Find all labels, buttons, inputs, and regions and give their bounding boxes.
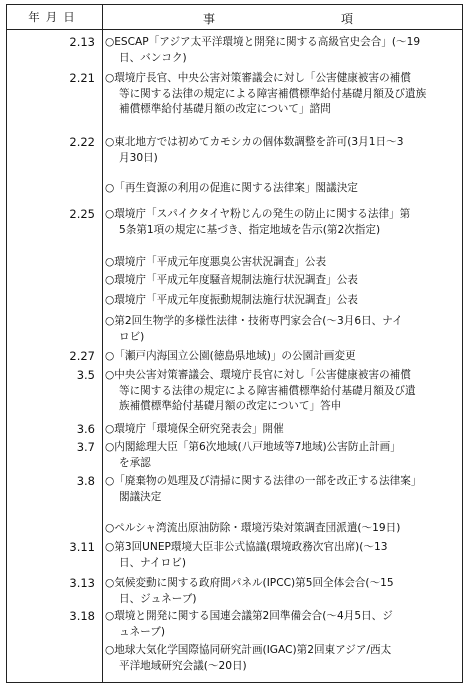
row-entry: [105, 71, 457, 118]
row-date: 3.8: [76, 474, 95, 488]
entry-line: ○環境と開発に関する国連会議第2回準備会合(～4月5日、ジ: [105, 610, 393, 622]
row-entry: [105, 207, 457, 238]
row-date: 2.21: [69, 71, 95, 85]
row-entry: [105, 576, 457, 607]
entry-line: ○ESCAP「アジア太平洋環境と開発に関する高級官史会合」(～19: [105, 36, 421, 48]
row-date: 2.13: [69, 35, 95, 49]
entry-line: ○東北地方では初めてカモシカの個体数調整を許可(3月1日～3: [105, 136, 404, 148]
row-date: 2.22: [69, 135, 95, 149]
table-header: [7, 5, 462, 30]
entry-line: ュネーブ): [119, 625, 165, 638]
chronology-table: [6, 4, 463, 683]
column-divider: [102, 29, 103, 682]
row-entry: [105, 440, 457, 471]
row-date: 3.5: [76, 368, 95, 382]
row-entry: [105, 349, 457, 365]
row-date: 2.25: [69, 207, 95, 221]
entry-line: 補償標準給付基礎月額の改定について」諮問: [119, 103, 331, 115]
entry-line: ○「瀬戸内海国立公園(徳島県地域)」の公園計画変更: [105, 350, 356, 362]
entry-line: ○環境庁「平成元年度振動規制法施行状況調査」公表: [105, 294, 358, 306]
row-entry: [105, 368, 457, 415]
row-date: 3.13: [69, 576, 95, 590]
entry-line: 閣議決定: [119, 490, 162, 503]
row-date: 2.27: [69, 349, 95, 363]
entry-line: ロビ): [119, 330, 145, 343]
row-date: 3.7: [76, 440, 95, 454]
entry-line: ○環境庁「環境保全研究発表会」開催: [105, 423, 284, 435]
row-entry: [105, 521, 457, 537]
header-item-char-2: 項: [341, 12, 354, 26]
entry-line: ○内閣総理大臣「第6次地域(八戸地域等7地域)公害防止計画」: [105, 441, 401, 453]
row-date: 3.18: [69, 609, 95, 623]
header-item-char-1: 事: [203, 12, 216, 26]
entry-line: ○環境庁長官、中央公害対策審議会に対し「公害健康被害の補償: [105, 72, 411, 84]
row-date: 3.6: [76, 422, 95, 436]
entry-line: 5条第1項の規定に基づき、指定地域を告示(第2次指定): [119, 223, 381, 236]
entry-line: 日、ナイロビ): [119, 556, 186, 569]
row-entry: [105, 540, 457, 571]
entry-line: ○第2回生物学的多様性法律・技術専門家会合(～3月6日、ナイ: [105, 315, 403, 327]
row-entry: [105, 314, 457, 345]
header-date: 年月日: [7, 5, 103, 29]
entry-line: ○第3回UNEP環境大臣非公式協議(環境政務次官出席)(～13: [105, 541, 388, 553]
entry-line: ○環境庁「スパイクタイヤ粉じんの発生の防止に関する法律」第: [105, 208, 411, 220]
entry-line: ○「廃棄物の処理及び清掃に関する法律の一部を改正する法律案」: [105, 475, 422, 487]
row-entry: [105, 135, 457, 166]
entry-line: を承認: [119, 456, 151, 469]
entry-line: ○環境庁「平成元年度悪臭公害状況調査」公表: [105, 256, 327, 268]
row-entry: [105, 273, 457, 289]
row-entry: [105, 422, 457, 438]
row-entry: [105, 181, 457, 197]
row-entry: [105, 255, 457, 271]
row-entry: [105, 643, 457, 674]
entry-line: ○「再生資源の利用の促進に関する法律案」閣議決定: [105, 182, 358, 194]
header-item: [103, 5, 462, 29]
row-entry: [105, 609, 457, 640]
entry-line: 日、ジュネーブ): [119, 592, 197, 605]
entry-line: 月30日): [119, 151, 158, 164]
entry-line: 等に関する法律の規定による障害補償標準給付基礎月額及び遺族: [119, 87, 427, 100]
entry-line: ○環境庁「平成元年度騒音規制法施行状況調査」公表: [105, 274, 358, 286]
entry-line: 等に関する法律の規定による障害補償標準給付基礎月額及び遺: [119, 384, 416, 397]
row-entry: [105, 35, 457, 66]
row-entry: [105, 474, 457, 505]
entry-line: 族補償標準給付基礎月額の改定について」答申: [119, 400, 342, 412]
entry-line: 平洋地域研究会議(～20日): [119, 659, 247, 672]
entry-line: 日、バンコク): [119, 51, 187, 64]
entry-line: ○気候変動に関する政府間パネル(IPCC)第5回全体会合(～15: [105, 577, 394, 589]
entry-line: ○地球大気化学国際協同研究計画(IGAC)第2回東アジア/西太: [105, 644, 392, 656]
row-entry: [105, 293, 457, 309]
entry-line: ○中央公害対策審議会、環境庁長官に対し「公害健康被害の補償: [105, 369, 411, 381]
entry-line: ○ペルシャ湾流出原油防除・環境汚染対策調査団派遣(～19日): [105, 522, 401, 534]
row-date: 3.11: [69, 540, 95, 554]
